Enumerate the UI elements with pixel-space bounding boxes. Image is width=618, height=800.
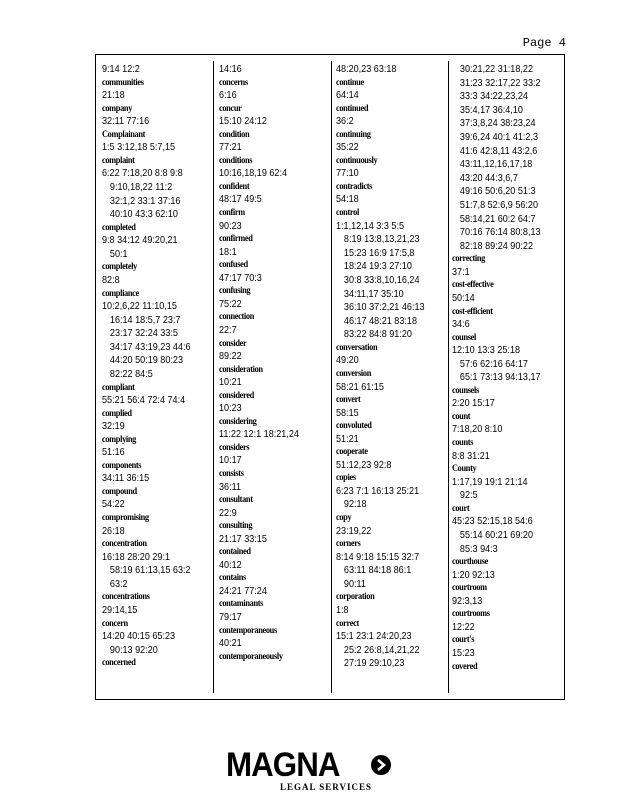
page-line-reference: 32:19 xyxy=(102,421,125,433)
index-term: corners xyxy=(336,539,361,550)
index-term: covered xyxy=(452,661,478,672)
index-term: court's xyxy=(452,635,475,646)
index-term: complaint xyxy=(102,155,135,166)
index-term: counsel xyxy=(452,332,477,343)
page-line-reference: 58:19 61:13,15 63:2 xyxy=(109,565,191,577)
index-column-4 xyxy=(452,63,562,691)
index-column-1 xyxy=(102,63,212,691)
index-term: convoluted xyxy=(336,421,372,432)
page-line-reference: 23:19,22 xyxy=(336,525,372,537)
page-line-reference: 77:10 xyxy=(336,168,359,180)
page-line-reference: 46:17 48:21 83:18 xyxy=(343,315,417,327)
index-term: cost-effective xyxy=(452,280,494,291)
page-line-reference: 50:1 xyxy=(109,248,128,260)
index-term: corporation xyxy=(336,592,375,603)
page-line-reference: 1:1,12,14 3:3 5:5 xyxy=(336,220,405,232)
logo-wordmark: MAGNA xyxy=(226,746,340,784)
page-line-reference: 8:8 31:21 xyxy=(452,450,490,462)
page-line-reference: 90:11 xyxy=(343,578,366,590)
page-line-reference: 7:18,20 8:10 xyxy=(452,424,503,436)
page-line-reference: 33:3 34:22,23,24 xyxy=(459,91,528,103)
index-term: contaminants xyxy=(219,599,264,610)
page-line-reference: 8:14 9:18 15:15 32:7 xyxy=(336,551,420,563)
index-term: correct xyxy=(336,618,359,629)
index-term: contemporaneously xyxy=(219,651,283,662)
page-line-reference: 35:4,17 36:4,10 xyxy=(459,104,523,116)
index-term: Complainant xyxy=(102,129,146,140)
page-line-reference: 49:20 xyxy=(336,355,359,367)
index-term: count xyxy=(452,411,471,422)
page-line-reference: 10:23 xyxy=(219,403,242,415)
page-line-reference: 27:19 29:10,23 xyxy=(343,658,405,670)
page-line-reference: 18:1 xyxy=(219,246,237,258)
page-line-reference: 54:18 xyxy=(336,194,359,206)
index-frame xyxy=(95,54,565,700)
index-term: convert xyxy=(336,395,361,406)
page-line-reference: 11:22 12:1 18:21,24 xyxy=(219,429,299,441)
index-term: cooperate xyxy=(336,447,368,458)
index-term: consider xyxy=(219,338,247,349)
index-column-2 xyxy=(219,63,329,691)
page-line-reference: 85:3 94:3 xyxy=(459,543,498,555)
index-term: compliance xyxy=(102,288,139,299)
page-line-reference: 22:9 xyxy=(219,507,237,519)
index-term: confirmed xyxy=(219,234,253,245)
page-line-reference: 90:13 92:20 xyxy=(109,644,158,656)
page-line-reference: 57:6 62:16 64:17 xyxy=(459,358,528,370)
page-line-reference: 82:18 89:24 90:22 xyxy=(459,240,533,252)
page-line-reference: 90:23 xyxy=(219,220,242,232)
page-line-reference: 58:14,21 60:2 64:7 xyxy=(459,213,536,225)
index-term: considering xyxy=(219,416,257,427)
page-line-reference: 10:2,6,22 11:10,15 xyxy=(102,301,177,313)
page-line-reference: 1:17,19 19:1 21:14 xyxy=(452,476,528,488)
page-line-reference: 6:16 xyxy=(219,90,237,102)
page-line-reference: 14:20 40:15 65:23 xyxy=(102,631,176,643)
index-term: copy xyxy=(336,513,352,524)
page-line-reference: 34:11 36:15 xyxy=(102,473,150,485)
index-term: court xyxy=(452,503,470,514)
index-term: continue xyxy=(336,77,364,88)
page-line-reference: 9:8 34:12 49:20,21 xyxy=(102,235,178,247)
index-term: County xyxy=(452,464,477,475)
page-line-reference: 39:6,24 40:1 41:2,3 xyxy=(459,131,539,143)
index-term: compromising xyxy=(102,513,149,524)
page-line-reference: 22:7 xyxy=(219,324,237,336)
page-line-reference: 54:22 xyxy=(102,499,125,511)
index-term: condition xyxy=(219,129,250,140)
page-line-reference: 50:14 xyxy=(452,292,475,304)
page-line-reference: 1:8 xyxy=(336,604,349,616)
page-line-reference: 40:10 43:3 62:10 xyxy=(109,209,178,221)
page-line-reference: 37:1 xyxy=(452,266,470,278)
index-term: conversation xyxy=(336,342,378,353)
index-term: conversion xyxy=(336,369,372,379)
page-line-reference: 36:11 xyxy=(219,481,242,493)
index-term: complied xyxy=(102,408,132,419)
index-term: connection xyxy=(219,312,255,323)
page-line-reference: 40:21 xyxy=(219,638,242,650)
page-line-reference: 14:16 xyxy=(219,64,242,75)
index-term: courthouse xyxy=(452,557,488,568)
page-line-reference: 6:23 7:1 16:13 25:21 xyxy=(336,485,420,497)
index-term: concur xyxy=(219,103,242,114)
page-line-reference: 10:21 xyxy=(219,377,242,389)
index-term: company xyxy=(102,103,133,114)
page-line-reference: 37:3,8,24 38:23,24 xyxy=(459,118,536,130)
column-divider xyxy=(448,61,449,693)
page-line-reference: 21:18 xyxy=(102,90,125,102)
page-line-reference: 89:22 xyxy=(219,351,242,363)
page-line-reference: 12:10 13:3 25:18 xyxy=(452,345,521,357)
page-line-reference: 44:20 50:19 80:23 xyxy=(109,355,183,367)
index-term: conditions xyxy=(219,155,253,166)
page-line-reference: 55:21 56:4 72:4 74:4 xyxy=(102,395,186,407)
page-line-reference: 15:10 24:12 xyxy=(219,116,267,128)
index-term: contains xyxy=(219,573,246,584)
page-line-reference: 36:2 xyxy=(336,116,354,128)
page-line-reference: 63:11 84:18 86:1 xyxy=(343,565,412,577)
index-term: confused xyxy=(219,260,248,271)
index-column-3 xyxy=(336,63,446,691)
page-line-reference: 23:17 32:24 33:5 xyxy=(109,328,178,340)
page-line-reference: 82:22 84:5 xyxy=(109,369,153,380)
page-line-reference: 45:23 52:15,18 54:6 xyxy=(452,516,533,528)
page-line-reference: 15:23 16:9 17:5,8 xyxy=(343,247,415,259)
index-term: complying xyxy=(102,434,137,445)
index-term: completed xyxy=(102,222,136,233)
index-term: courtroom xyxy=(452,583,487,594)
page-number: Page 4 xyxy=(522,36,566,50)
index-term: cost-efficient xyxy=(452,306,493,317)
index-term: confusing xyxy=(219,286,251,297)
index-term: consists xyxy=(219,469,244,479)
page-line-reference: 18:24 19:3 27:10 xyxy=(343,261,412,273)
page-line-reference: 82:8 xyxy=(102,274,120,286)
page-line-reference: 8:19 13:8,13,21,23 xyxy=(343,234,420,246)
index-term: continued xyxy=(336,103,369,114)
index-term: concerns xyxy=(219,77,248,88)
page-line-reference: 55:14 60:21 69:20 xyxy=(459,529,533,541)
index-term: concentration xyxy=(102,539,147,550)
index-term: courtrooms xyxy=(452,609,490,620)
page-line-reference: 92:5 xyxy=(459,490,478,502)
page-line-reference: 32:1,2 33:1 37:16 xyxy=(109,195,181,207)
page-line-reference: 6:22 7:18,20 8:8 9:8 xyxy=(102,168,183,180)
index-term: contradicts xyxy=(336,181,373,192)
page-line-reference: 29:14,15 xyxy=(102,604,138,616)
index-term: contained xyxy=(219,547,251,558)
page-line-reference: 12:22 xyxy=(452,621,475,633)
index-term: considered xyxy=(219,390,254,401)
page-line-reference: 30:21,22 31:18,22 xyxy=(459,64,533,75)
index-term: components xyxy=(102,460,142,471)
page-line-reference: 34:17 43:19,23 44:6 xyxy=(109,341,191,353)
index-term: concerned xyxy=(102,658,136,669)
page-line-reference: 16:18 28:20 29:1 xyxy=(102,551,171,563)
index-term: contemporaneous xyxy=(219,625,277,636)
page-line-reference: 2:20 15:17 xyxy=(452,398,495,410)
index-term: copies xyxy=(336,473,356,484)
page-line-reference: 9:14 12:2 xyxy=(102,64,140,75)
page-line-reference: 51:16 xyxy=(102,447,125,459)
page-line-reference: 24:21 77:24 xyxy=(219,585,267,597)
page-line-reference: 15:1 23:1 24:20,23 xyxy=(336,631,412,643)
index-term: concentrations xyxy=(102,592,150,603)
page-line-reference: 63:2 xyxy=(109,578,128,590)
page-line-reference: 9:10,18,22 11:2 xyxy=(109,181,173,193)
page-line-reference: 51:12,23 92:8 xyxy=(336,459,392,471)
index-term: control xyxy=(336,208,359,219)
page-line-reference: 31:23 32:17,22 33:2 xyxy=(459,77,541,89)
page-line-reference: 48:20,23 63:18 xyxy=(336,64,397,75)
page-line-reference: 1:5 3:12,18 5:7,15 xyxy=(102,142,176,154)
page-line-reference: 25:2 26:8,14,21,22 xyxy=(343,644,420,656)
right-arrow-icon xyxy=(370,754,392,776)
page-line-reference: 47:17 70:3 xyxy=(219,272,262,284)
index-term: continuing xyxy=(336,129,371,140)
page-line-reference: 83:22 84:8 91:20 xyxy=(343,329,412,341)
page-line-reference: 43:11,12,16,17,18 xyxy=(459,159,533,171)
page-line-reference: 36:10 37:2,21 46:13 xyxy=(343,302,425,314)
index-term: consultant xyxy=(219,495,253,506)
page-line-reference: 34:6 xyxy=(452,319,470,330)
magna-logo xyxy=(226,746,396,796)
column-divider xyxy=(213,61,214,693)
index-term: counts xyxy=(452,438,474,449)
index-term: consideration xyxy=(219,364,263,375)
index-term: communities xyxy=(102,77,144,88)
page-line-reference: 77:21 xyxy=(219,142,242,154)
index-term: concern xyxy=(102,618,128,629)
index-term: compound xyxy=(102,486,137,497)
page-line-reference: 34:11,17 35:10 xyxy=(343,288,404,300)
page-line-reference: 10:16,18,19 62:4 xyxy=(219,168,288,180)
index-term: continuously xyxy=(336,155,378,166)
page-line-reference: 51:21 xyxy=(336,433,359,445)
logo-subtitle: LEGAL SERVICES xyxy=(280,782,372,792)
page-line-reference: 92:3,13 xyxy=(452,595,483,607)
page-line-reference: 79:17 xyxy=(219,611,242,623)
page-line-reference: 43:20 44:3,6,7 xyxy=(459,172,518,184)
page-line-reference: 32:11 77:16 xyxy=(102,116,150,128)
page-line-reference: 15:23 xyxy=(452,647,475,659)
page-line-reference: 65:1 73:13 94:13,17 xyxy=(459,372,541,384)
page-line-reference: 30:8 33:8,10,16,24 xyxy=(343,274,420,286)
page-line-reference: 75:22 xyxy=(219,298,242,310)
index-term: confirm xyxy=(219,208,245,219)
column-divider xyxy=(331,61,332,693)
index-term: correcting xyxy=(452,254,485,265)
index-term: confident xyxy=(219,181,250,192)
page-line-reference: 58:21 61:15 xyxy=(336,381,384,393)
index-term: considers xyxy=(219,442,250,453)
page-line-reference: 10:17 xyxy=(219,455,242,467)
page-line-reference: 64:14 xyxy=(336,90,359,102)
index-term: counsels xyxy=(452,385,479,396)
page-line-reference: 49:16 50:6,20 51:3 xyxy=(459,186,536,198)
page-line-reference: 16:14 18:5,7 23:7 xyxy=(109,314,181,326)
index-term: completely xyxy=(102,262,138,273)
page-line-reference: 26:18 xyxy=(102,525,125,537)
page-line-reference: 40:12 xyxy=(219,559,242,571)
page-line-reference: 58:15 xyxy=(336,407,359,419)
page-line-reference: 1:20 92:13 xyxy=(452,569,495,581)
page-line-reference: 21:17 33:15 xyxy=(219,533,267,545)
index-term: consulting xyxy=(219,521,253,532)
page-line-reference: 70:16 76:14 80:8,13 xyxy=(459,227,541,239)
page-line-reference: 35:22 xyxy=(336,142,359,154)
page-line-reference: 41:6 42:8,11 43:2,6 xyxy=(459,145,538,157)
page-line-reference: 48:17 49:5 xyxy=(219,194,262,206)
index-term: compliant xyxy=(102,382,135,393)
page-line-reference: 92:18 xyxy=(343,499,367,511)
page-line-reference: 51:7,8 52:6,9 56:20 xyxy=(459,199,539,211)
